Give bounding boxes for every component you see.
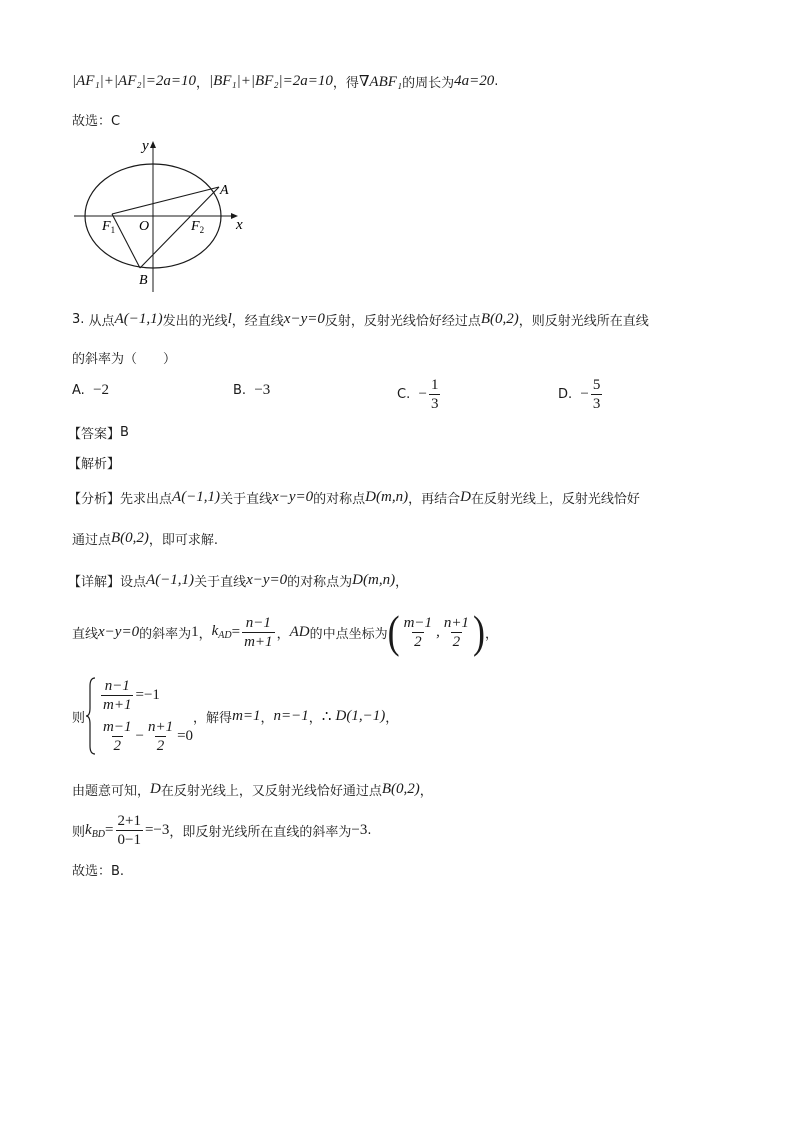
a-b [140, 187, 219, 268]
option-a-label: A. [72, 383, 85, 398]
paren-right: ) [472, 607, 485, 657]
known-line [72, 780, 433, 799]
r2-fraction-2 [146, 718, 175, 755]
q-point-b: B(0,2) [480, 311, 519, 327]
den: 2 [452, 633, 461, 650]
den: 3 [430, 396, 439, 412]
k-sub: BD [91, 828, 106, 840]
sep: ， [195, 76, 209, 91]
den: 0−1 [117, 832, 141, 848]
k-ad [212, 623, 232, 641]
perimeter-result: 4a=20 [454, 73, 495, 89]
den: m+1 [244, 633, 273, 650]
slope-one: 1 [191, 623, 199, 640]
equation-system [99, 677, 193, 755]
num: 5 [592, 377, 601, 393]
fenxi-line-2 [72, 529, 218, 548]
q-l: l [227, 311, 232, 327]
minus: − [135, 728, 144, 744]
text: 的斜率为 [139, 626, 192, 642]
den: 2 [113, 738, 121, 754]
den: 2 [156, 738, 165, 754]
q-line: x−y=0 [283, 311, 325, 327]
text: 关于直线 [220, 492, 273, 507]
point-d: D(m,n) [352, 572, 396, 588]
num: n−1 [104, 678, 130, 694]
slope-line [72, 607, 498, 657]
eq-bf: |BF₁|+|BF₂|=2a=10 [208, 73, 333, 89]
label-b: B [139, 273, 148, 288]
option-c[interactable] [397, 376, 442, 413]
text: 先求出点 [120, 492, 173, 507]
perimeter-line [72, 72, 498, 91]
num: 2+1 [117, 813, 141, 829]
answer-value: B [120, 425, 129, 440]
r1-rhs: =−1 [135, 687, 160, 703]
q-text: 反射，反射光线恰好经过点 [324, 314, 481, 329]
mid-x [402, 614, 434, 651]
r2-fraction-1 [101, 718, 133, 755]
num: 1 [430, 377, 439, 393]
mid-y [442, 614, 471, 651]
final-line [72, 812, 372, 849]
q-text: 从点 [88, 314, 115, 329]
eq: = [231, 623, 241, 640]
text: 关于直线 [194, 575, 247, 590]
option-d[interactable] [558, 376, 604, 413]
text: . [367, 823, 372, 838]
text: ， [308, 710, 322, 726]
perimeter-text: 的周长为 [402, 76, 455, 91]
option-a-value: −2 [93, 382, 110, 398]
analysis-tag: 【解析】 [68, 457, 121, 472]
text: 则 [72, 710, 86, 726]
option-c-sign: − [418, 386, 427, 402]
k: k [85, 821, 92, 838]
point-b: B(0,2) [381, 781, 420, 797]
q-text: ，则反射光线所在直线 [518, 314, 649, 329]
point-a: A(−1,1) [172, 489, 221, 505]
text: 在反射光线上，又反射光线恰好通过点 [160, 784, 382, 799]
text: ，解得 [193, 710, 233, 726]
question-line-1 [72, 310, 649, 329]
answer-line [68, 423, 129, 442]
label-o: O [139, 219, 150, 234]
point-b: B(0,2) [111, 530, 149, 546]
num: n+1 [443, 614, 469, 631]
num: m−1 [103, 719, 132, 735]
m-value: m=1 [232, 707, 261, 724]
r1-fraction [101, 677, 133, 714]
q-text: ，经直线 [231, 314, 284, 329]
q-text: 发出的光线 [162, 314, 228, 329]
text: ， [484, 626, 498, 642]
k-ad-fraction [242, 614, 274, 651]
label-x: x [236, 217, 243, 233]
ad: AD [289, 623, 310, 640]
system-row-2 [99, 718, 193, 755]
triangle-abf: ∇ABF₁ [358, 74, 403, 90]
fenxi-line-1 [68, 488, 640, 507]
point-a: A(−1,1) [146, 572, 195, 588]
line-eq: x−y=0 [98, 623, 140, 640]
xiangjie-line [68, 571, 408, 590]
question-number: 3. [72, 312, 85, 327]
therefore-icon: ∴ [321, 708, 332, 725]
f1-a [112, 187, 219, 214]
text: ， [198, 626, 212, 642]
mid-comma: , [436, 623, 440, 640]
d: D [460, 489, 471, 505]
text: 直线 [72, 626, 99, 642]
den: 2 [414, 633, 422, 650]
fenxi-tag: 【分析】 [68, 492, 121, 507]
k-bd-fraction [116, 812, 143, 849]
choice-b-line: 故选：B. [72, 864, 125, 879]
answer-tag: 【答案】 [68, 427, 121, 442]
option-b-label: B. [233, 383, 247, 398]
text: 的对称点为 [287, 575, 353, 590]
period: . [494, 74, 499, 89]
r2-rhs: =0 [177, 728, 194, 744]
text: ， [276, 626, 290, 642]
n-value: n=−1 [273, 707, 309, 724]
text: ，即可求解. [148, 533, 219, 548]
d: D [150, 781, 161, 797]
paren-left: ( [387, 607, 400, 657]
final-value: −3 [351, 822, 368, 838]
result: =−3 [144, 822, 170, 838]
text: ， [395, 575, 409, 590]
option-a[interactable] [72, 382, 109, 399]
point-d-value: D(1,−1) [335, 707, 386, 724]
num: n+1 [147, 719, 174, 735]
system-row-1 [99, 677, 193, 714]
xiangjie-tag: 【详解】 [68, 575, 121, 590]
option-c-label: C. [397, 387, 411, 402]
label-a: A [220, 183, 229, 198]
choice-c-line: 故选：C [72, 114, 121, 129]
text: 在反射光线上，反射光线恰好 [470, 492, 640, 507]
label-f2: $F_2$ [191, 219, 205, 235]
text: 通过点 [72, 533, 112, 548]
text: 则 [72, 825, 86, 840]
num: m−1 [403, 614, 433, 631]
text: ， [385, 710, 399, 726]
eq: = [105, 822, 114, 838]
brace-icon [85, 676, 97, 756]
k-bd [85, 822, 105, 840]
num: n−1 [245, 614, 271, 631]
text: 设点 [120, 575, 147, 590]
k-sub: AD [218, 630, 232, 641]
ellipse-figure [70, 136, 260, 296]
text: 的中点坐标为 [309, 626, 388, 642]
option-d-label: D. [558, 387, 573, 402]
system-line [72, 676, 398, 756]
den: 3 [592, 396, 601, 412]
label-y: y [142, 138, 149, 154]
text: 由题意可知， [72, 784, 151, 799]
line-eq: x−y=0 [272, 489, 314, 505]
text: ， [260, 710, 274, 726]
den: m+1 [103, 697, 132, 713]
eq-af: |AF₁|+|AF₂|=2a=10 [72, 73, 196, 89]
k: k [211, 623, 219, 639]
q-point-a: A(−1,1) [114, 311, 163, 327]
label-f1: $F_1$ [102, 219, 116, 235]
text: ， [419, 784, 433, 799]
option-c-fraction [429, 376, 441, 413]
text: ，即反射光线所在直线的斜率为 [169, 825, 352, 840]
option-d-fraction [591, 376, 603, 413]
option-b[interactable] [233, 382, 270, 399]
point-d: D(m,n) [365, 489, 409, 505]
text: 的对称点 [313, 492, 366, 507]
then-text: ，得 [332, 76, 359, 91]
y-arrow [150, 141, 156, 148]
option-d-sign: − [580, 386, 589, 402]
option-b-value: −3 [254, 382, 271, 398]
text: ，再结合 [408, 492, 461, 507]
line-eq: x−y=0 [246, 572, 288, 588]
question-line-2: 的斜率为（ ） [72, 352, 177, 367]
